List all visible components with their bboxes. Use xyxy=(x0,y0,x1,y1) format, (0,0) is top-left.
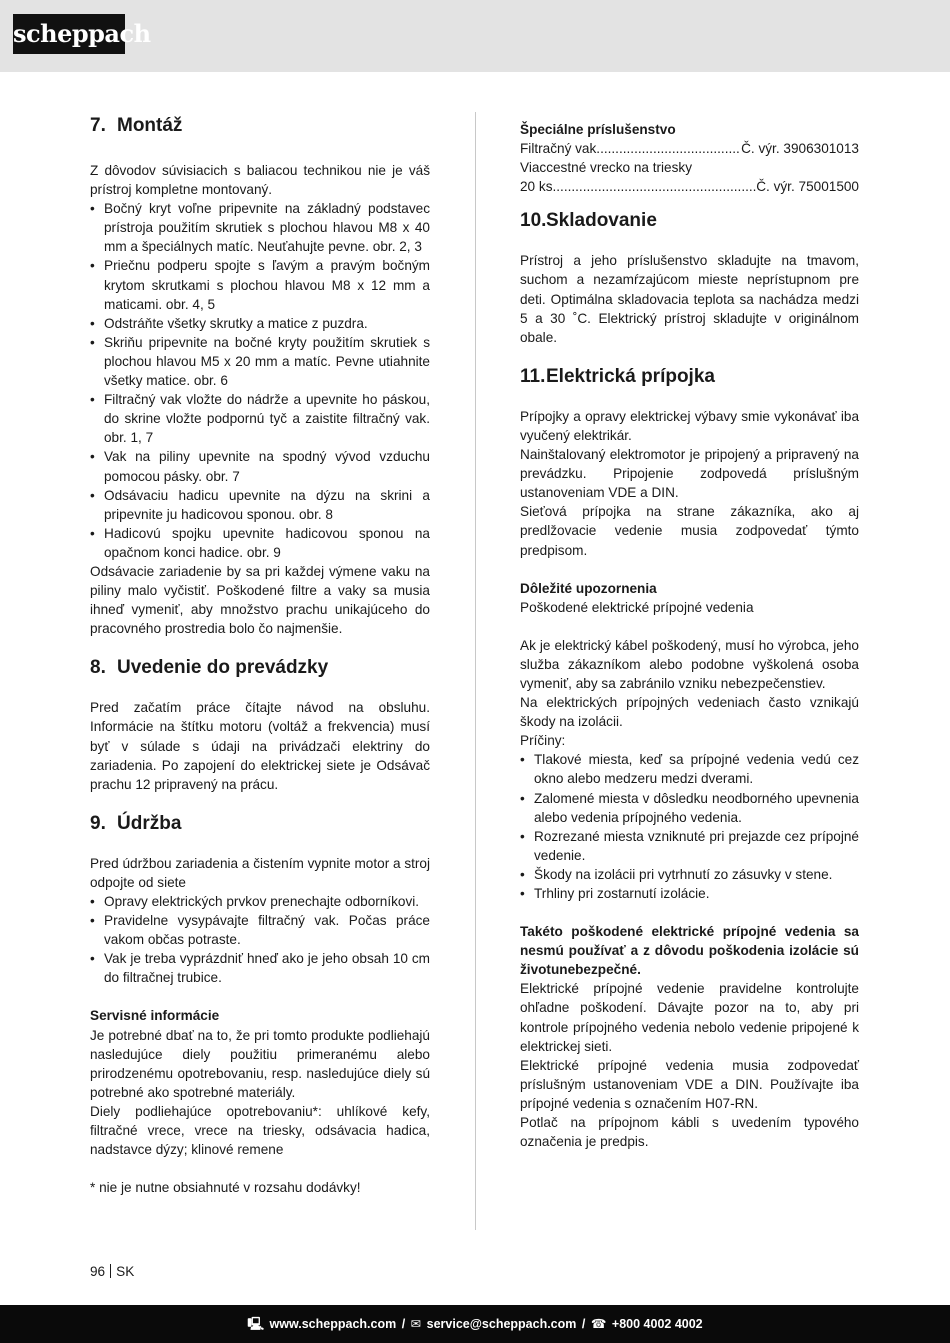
list-item: • Bočný kryt voľne pripevnite na základný podstavec prístroja použitím skrutiek s plochou hlavou M8 x 40 mm a špeciálnych matíc. Neuťahujte pevne. obr. 2, 3 xyxy=(90,199,430,256)
section-7-intro: Z dôvodov súvisiacich s baliacou technikou nie je váš prístroj kompletne montovaný. xyxy=(90,163,430,198)
section-7-outro: Odsávacie zariadenie by sa pri každej výmene vaku na piliny malo vyčistiť. Poškodené filtre a vaky sa musia ihneď vymeniť, aby množstvo prachu unikajúceho do pracovného prostredia bolo čo najmenšie. xyxy=(90,563,430,637)
section-8-text: Pred začatím práce čítajte návod na obsluhu. Informácie na štítku motoru (voltáž a frekvencia) musí byť v súlade s údaji na privádzači elektriny do zariadenia. Po zapojení do elektrickej siete je Odsávač prachu 12 pripravený na prácu. xyxy=(90,700,430,792)
section-11-p1: Prípojky a opravy elektrickej výbavy smie vykonávať iba vyučený elektrikár. xyxy=(520,408,859,443)
mail-icon: ✉ xyxy=(410,1317,422,1331)
list-item: • Zalomené miesta v dôsledku neodborného upevnenia alebo vedenia prípojného vedenia. xyxy=(520,789,859,827)
right-column xyxy=(520,120,859,1151)
list-item: • Pravidelne vysypávajte filtračný vak. Počas práce vakom občas potraste. xyxy=(90,911,430,949)
computer-icon: 🖳 xyxy=(247,1317,265,1331)
left-column xyxy=(90,113,430,1197)
section-8-heading: 8. Uvedenie do prevádzky xyxy=(90,657,329,679)
footnote: * nie je nutne obsiahnuté v rozsahu dodávky! xyxy=(90,1180,361,1196)
accessories-heading: Špeciálne príslušenstvo xyxy=(520,122,676,137)
list-item: • Skriňu pripevnite na bočné kryty použitím skrutiek s plochou hlavou M5 x 20 mm a matíc. Pevne utiahnite všetky matice. obr. 6 xyxy=(90,333,430,390)
accessory-row: 20 ks ..... Č. výr. 75001500 xyxy=(520,177,859,196)
section-7-heading: 7. Montáž xyxy=(90,115,183,136)
accessory-row: Filtračný vak ..... Č. výr. 3906301013 xyxy=(520,139,859,158)
section-9-intro: Pred údržbou zariadenia a čistením vypnite motor a stroj odpojte od siete xyxy=(90,855,431,890)
list-item: • Opravy elektrických prvkov prenechajte odborníkovi. xyxy=(90,892,430,911)
section-10-heading: 10.Skladovanie xyxy=(520,210,657,232)
section-10-text: Prístroj a jeho príslušenstvo skladujte na tmavom, suchom a nezamŕzajúcom mieste neprístupnom pre deti. Optimálna skladovacia teplota sa nachádza medzi 5 a 30 ˚C. Elektrický prístroj skladujte v originálnom obale. xyxy=(520,253,859,345)
section-11-p3: Sieťová prípojka na strane zákazníka, ako aj predlžovacie vedenie musia zodpovedať týmto predpisom. xyxy=(520,504,859,558)
section-11-p4: Ak je elektrický kábel poškodený, musí ho výrobca, jeho služba zákazníkom alebo podobne vyškolená osoba vymeniť, aby sa zabránilo vzniku nebezpečenstiev. xyxy=(520,637,859,691)
list-item: • Trhliny pri zostarnutí izolácie. xyxy=(520,884,859,903)
page-footer: 🖳 www.scheppach.com / ✉ service@scheppach.com / ☎ +800 4002 4002 xyxy=(0,1305,950,1343)
phone-icon: ☎ xyxy=(590,1317,607,1331)
section-11-p5: Na elektrických prípojných vedeniach často vznikajú škody na izolácii. xyxy=(520,695,859,730)
causes-list xyxy=(520,750,859,903)
section-11-p7: Elektrické prípojné vedenia musia zodpovedať príslušným ustanoveniam VDE a DIN. Používajte iba prípojné vedenia s označením H07-RN. xyxy=(520,1057,859,1111)
causes-label: Príčiny: xyxy=(520,733,566,749)
section-9-heading: 9. Údržba xyxy=(90,812,182,834)
list-item: • Vak je treba vyprázdniť hneď ako je jeho obsah 10 cm do filtračnej trubice. xyxy=(90,949,430,987)
accessory-desc: Viaccestné vrecko na triesky xyxy=(520,160,693,176)
list-item: • Škody na izolácii pri vytrhnutí zo zásuvky v stene. xyxy=(520,865,859,884)
column-divider xyxy=(475,112,476,1230)
page-number: 96 SK xyxy=(90,1264,135,1279)
important-heading: Dôležité upozornenia xyxy=(520,580,657,596)
list-item: • Priečnu podperu spojte s ľavým a pravým bočným krytom skrutkami s plochou hlavou M8 x 12 mm a maticami. obr. 4, 5 xyxy=(90,256,430,313)
list-item: • Rozrezané miesta vzniknuté pri prejazde cez prípojné vedenie. xyxy=(520,827,859,865)
list-item: • Tlakové miesta, keď sa prípojné vedenia vedú cez okno alebo medzeru medzi dverami. xyxy=(520,750,859,788)
page-header xyxy=(0,0,950,72)
service-heading: Servisné informácie xyxy=(90,1008,220,1024)
section-9-list xyxy=(90,892,430,987)
warning-text: Takéto poškodené elektrické prípojné vedenia sa nesmú používať a z dôvodu poškodenia izolácie sú životunebezpečné. xyxy=(520,924,859,978)
list-item: • Odstráňte všetky skrutky a matice z puzdra. xyxy=(90,314,430,333)
section-11-p2: Nainštalovaný elektromotor je pripojený a pripravený na prevádzku. Pripojenie zodpovedá príslušným ustanoveniam VDE a DIN. xyxy=(520,447,859,501)
section-11-p8: Potlač na prípojnom kábli s uvedením typového označenia je predpis. xyxy=(520,1115,859,1150)
section-11-heading: 11.Elektrická prípojka xyxy=(520,365,715,387)
section-7-list xyxy=(90,199,430,562)
email-link[interactable]: service@scheppach.com xyxy=(426,1317,577,1331)
scheppach-logo: scheppach xyxy=(13,14,125,54)
website-link[interactable]: www.scheppach.com xyxy=(269,1317,397,1331)
phone-number[interactable]: +800 4002 4002 xyxy=(611,1317,703,1331)
list-item: • Hadicovú spojku upevnite hadicovou sponou na opačnom konci hadice. obr. 9 xyxy=(90,524,430,562)
service-text-2: Diely podliehajúce opotrebovaniu*: uhlíkové kefy, filtračné vrece, vrece na triesky, odsávacia hadica, nadstavce dýzy; klinové remene xyxy=(90,1103,430,1158)
list-item: • Vak na piliny upevnite na spodný vývod vzduchu pomocou pásky. obr. 7 xyxy=(90,447,430,485)
list-item: • Filtračný vak vložte do nádrže a upevnite ho páskou, do skrine vložte podpornú tyč a zaistite filtračný vak. obr. 1, 7 xyxy=(90,390,430,447)
important-sub: Poškodené elektrické prípojné vedenia xyxy=(520,599,754,615)
section-11-p6: Elektrické prípojné vedenie pravidelne kontrolujte ohľadne poškodení. Dávajte pozor na to, aby pri kontrole prípojného vedenia nebolo vedenie pripojené k elektrickej sieti. xyxy=(520,981,859,1054)
service-text-1: Je potrebné dbať na to, že pri tomto produkte podliehajú nasledujúce diely použitiu primeranému alebo prirodzenému opotrebovaniu, resp. nasledujúce diely sú potrebné ako spotrebné materiály. xyxy=(90,1027,430,1100)
list-item: • Odsávaciu hadicu upevnite na dýzu na skrini a pripevnite ju hadicovou sponou. obr. 8 xyxy=(90,486,430,524)
